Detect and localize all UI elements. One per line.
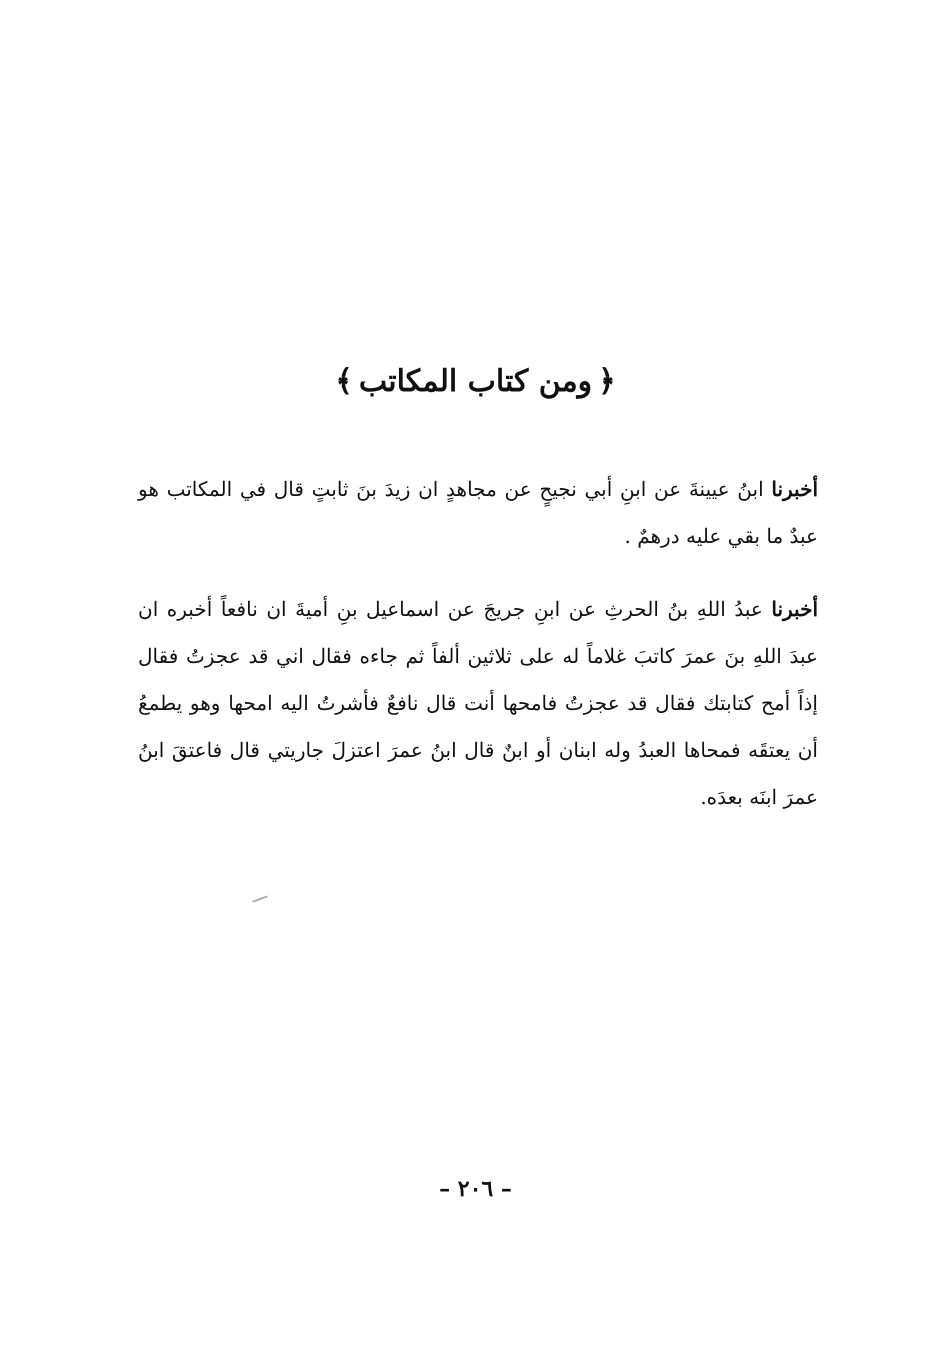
paragraph-2-lead: أخبرنا — [771, 597, 819, 621]
paragraph-2-text: عبدُ اللهِ بنُ الحرثِ عن ابنِ جريجَ عن اسماعيل بنِ أميةَ ان نافعاً أخبره ان عبدَ اللهِ بنَ عمرَ كاتبَ غلاماً له على ثلاثين ألفاً ثم جاءه فقال اني قد عجزتُ فقال إذاً أمح كتابتك فقال قد عجزتُ فامحها أنت قال نافعٌ فأشرتُ اليه امحها وهو يطمعُ أن يعتقَه فمحاها العبدُ وله ابنان أو ابنٌ قال ابنُ عمرَ اعتزلَ جاريتي قال فاعتقَ ابنُ عمرَ ابنَه بعدَه. — [138, 597, 818, 809]
ornament-right: ﴿ — [598, 364, 616, 399]
paragraph-1-lead: أخبرنا — [771, 477, 818, 501]
paragraph-1 — [138, 466, 818, 560]
page-number: – ٢٠٦ – — [439, 1176, 512, 1202]
paragraph-1-text: ابنُ عيينةَ عن ابنِ أبي نجيحٍ عن مجاهدٍ ان زيدَ بنَ ثابتٍ قال في المكاتب هو عبدٌ ما بقي عليه درهمٌ . — [138, 477, 818, 548]
paragraph-2 — [138, 586, 818, 821]
scan-speck — [252, 895, 268, 902]
ornament-left: ﴾ — [335, 364, 353, 399]
section-title: ومن كتاب المكاتب — [358, 364, 593, 399]
section-heading — [0, 360, 951, 404]
